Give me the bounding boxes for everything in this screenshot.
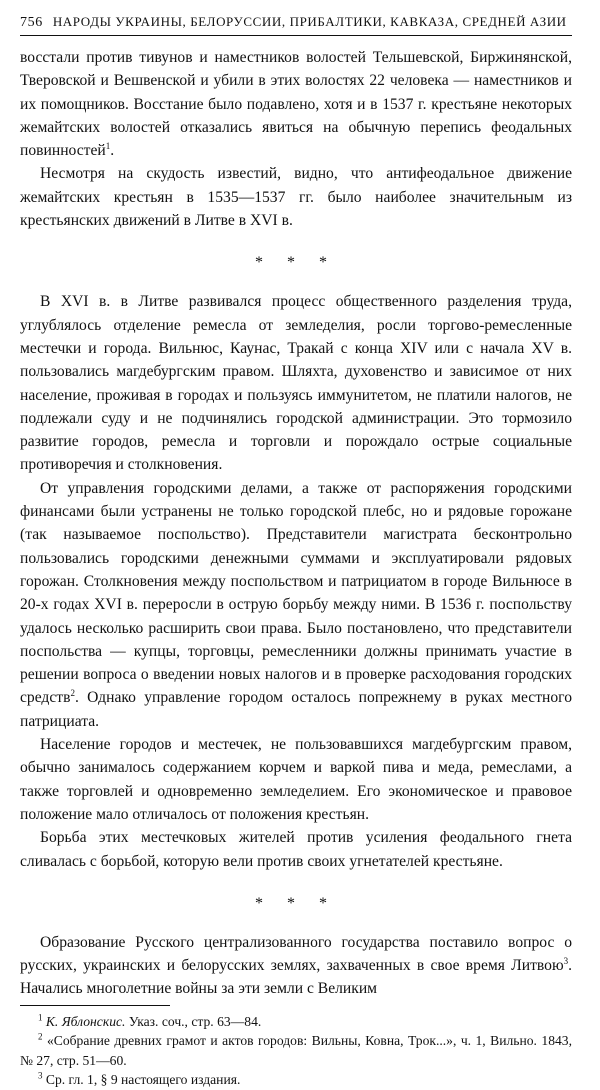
footnote: $^1$ К. Яблонскис. Указ. соч., стр. 63—84.	[38, 1012, 262, 1029]
body-text	[20, 46, 572, 1001]
paragraph: Несмотря на скудость известий, видно, что антифеодальное движение жемайтских крестьян в 1535—1537 гг. было наиболее значительным из крестьянских движений в Литве в XVI в.	[20, 165, 572, 230]
footnote-ref: 2	[70, 688, 75, 699]
section-separator: * * *	[255, 254, 337, 272]
footnote-ref: 1	[105, 141, 111, 151]
paragraph: Население городов и местечек, не пользовавшихся магдебургским правом, обычно занималось содержанием корчем и варкой пива и меда, ремеслами, а также торговлей и одновременно земледелием. Его экономическое и правовое положение мало отличалось от положения крестьян.	[20, 736, 572, 823]
footnote: $^3$ Ср. гл. 1, § 9 настоящего издания.	[38, 1070, 241, 1088]
running-header	[20, 14, 572, 36]
paragraph: Борьба этих местечковых жителей против усиления феодального гнета сливалась с борьбой, которую вели против своих угнетателей крестьяне.	[20, 829, 572, 870]
footnote: $^2$ «Собрание древних грамот и актов городов: Вильны, Ковна, Трок...», ч. 1, Вильно. 1843, № 27, стр. 51—60.	[20, 1031, 572, 1068]
paragraph: восстали против тивунов и наместников волостей Тельшевской, Биржинянской, Тверовской и Вешвенской и убили в этих волостях 22 человека — наместников и их помощников. Восстание было подавлено, хотя и в 1537 г. крестьяне некоторых жемайтских волостей отказались явиться на обычную перепись феодальных повинностей$^1$.	[20, 49, 572, 160]
paragraph: В XVI в. в Литве развивался процесс общественного разделения труда, углублялось отделение ремесла от земледелия, росли торгово-ремесленные местечки и города. Вильнюс, Каунас, Тракай с конца XIV или с начала XV в. пользовались магдебургским правом. Шляхта, духовенство и зависимое от них население, проживая в городах и пользуясь иммунитетом, не платили налогов, не подлежали суду и не подчинялись городской администрации. Это тормозило развитие городов, ремесла и торговли и порождало острые социальные противоречия и столкновения.	[20, 293, 572, 474]
footnotes	[20, 1006, 572, 1090]
running-title: НАРОДЫ УКРАИНЫ, БЕЛОРУССИИ, ПРИБАЛТИКИ, КАВКАЗА, СРЕДНЕЙ АЗИИ	[52, 14, 567, 29]
footnote-ref: 3	[563, 955, 569, 966]
page-number: 756	[20, 15, 43, 30]
section-separator: * * *	[255, 894, 337, 912]
paragraph: От управления городскими делами, а также от распоряжения городскими финансами были устранены не только городской плебс, но и рядовые горожане (так называемое поспольство). Представители магистрата бесконтрольно пользовались городскими денежными суммами и эксплуатировали рядовых горожан. Столкновения между поспольством и патрициатом в городе Вильнюсе в 20-х годах XVI в. переросли в острую борьбу между ними. В 1536 г. поспольству удалось несколько расширить свои права. Было постановлено, что представители поспольства — купцы, торговцы, ремесленники должны принимать участие в решении вопроса о введении новых налогов и в проверке расходования городских средств$^2$. Однако управление городом осталось попрежнему в руках местного патрициата.	[20, 479, 572, 730]
paragraph: Образование Русского централизованного государства поставило вопрос о русских, украинских и белорусских землях, захваченных в свое время Литвою$^3$. Начались многолетние войны за эти земли с Великим	[20, 933, 572, 998]
